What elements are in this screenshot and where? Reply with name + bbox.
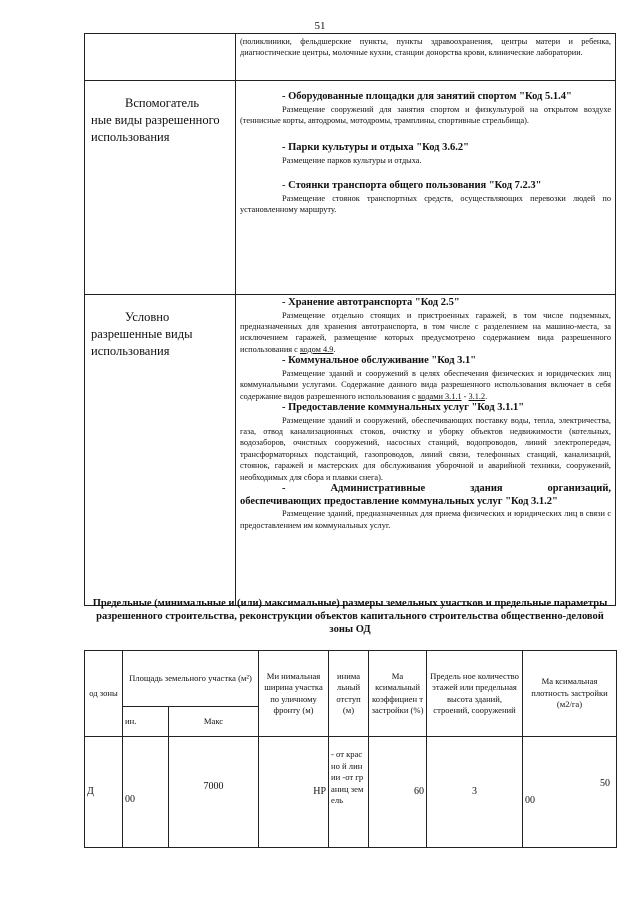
use-heading: - Коммунальное обслуживание "Код 3.1" bbox=[282, 355, 477, 367]
heading-text: Стоянки транспорта общего пользования "Код 7.2.3" bbox=[288, 180, 542, 192]
empty-category-cell bbox=[85, 34, 236, 81]
header-floors: Предель ное количество этажей или предельная высота зданий, строений, сооружений bbox=[427, 651, 523, 737]
auxiliary-category-cell bbox=[85, 81, 236, 295]
use-heading-rest: обеспечивающих предоставление коммунальных услуг "Код 3.1.2" bbox=[240, 495, 558, 507]
use-description: Размещение сооружений для занятия спортом и физкультурой на открытом воздухе (теннисные корты, автодромы, мотодромы, трамплины, спортивные стрельбища). bbox=[240, 104, 611, 125]
code-link[interactable]: 3.1.2 bbox=[468, 391, 486, 401]
header-min-width: Ми нимальная ширина участка по уличному фронту (м) bbox=[259, 651, 329, 737]
description-end: . bbox=[333, 344, 336, 354]
cell-floors: 3 bbox=[427, 737, 523, 848]
code-link[interactable]: кодом 4.9 bbox=[299, 344, 334, 354]
use-heading: - Парки культуры и отдыха "Код 3.6.2" bbox=[282, 142, 469, 154]
auxiliary-content bbox=[236, 81, 616, 295]
use-heading-line1: - Административные здания организаций, bbox=[282, 483, 611, 495]
auxiliary-label bbox=[85, 81, 235, 146]
density-bottom: 00 bbox=[525, 795, 536, 806]
use-description bbox=[240, 368, 611, 402]
use-description: Размещение парков культуры и отдыха. bbox=[282, 156, 422, 165]
use-description: Размещение зданий и сооружений, обеспечивающих поставку воды, тепла, электричества, газа, отвод канализационных стоков, очистку и уборку объектов недвижимости (котельных, водозаборов, очистных сооружений, насосных станций, водопроводов, линий электропередач, трансформаторных подстанций, газопроводов, линий связи, телефонных станций, канализаций, стоянок, гаражей и мастерских для обслуживания уборочной и аварийной техники, сооружений, необходимых для сбора и плавки снега). bbox=[240, 415, 611, 482]
table-row bbox=[85, 295, 616, 606]
section-title: Предельные (минимальные и (или) максимальные) размеры земельных участков и предельные параметры разрешенного строительства, реконструкции объектов капитального строительства общественно-деловой зоны ОД bbox=[92, 598, 608, 635]
header-area-max: Макс bbox=[169, 707, 259, 737]
header-coverage: Ма ксимальный коэффициен т застройки (%) bbox=[369, 651, 427, 737]
link-separator: - bbox=[461, 391, 469, 401]
use-heading bbox=[240, 180, 611, 193]
use-heading: - Хранение автотранспорта "Код 2.5" bbox=[282, 297, 460, 308]
density-top: 50 bbox=[600, 777, 611, 789]
code-link[interactable]: кодами 3.1.1 bbox=[417, 391, 462, 401]
description-text: Размещение отдельно стоящих и пристроенных гаражей, в том числе подземных, предназначенных для хранения автотранспорта, в том числе с разделением на машино-места, за исключением гаражей, размещение которых предусмотрено содержанием вида разрешенного использования с bbox=[240, 310, 611, 354]
heading-prefix: - bbox=[282, 180, 289, 192]
top-row-content bbox=[236, 34, 616, 81]
cell-coverage: 60 bbox=[369, 737, 427, 848]
table-row bbox=[85, 81, 616, 295]
use-heading: - Оборудованные площадки для занятий спортом "Код 5.1.4" bbox=[282, 91, 572, 102]
use-description: Размещение зданий, предназначенных для приема физических и юридических лиц в связи с предоставлением им коммунальных услуг. bbox=[240, 509, 611, 530]
cell-setback: - от красно й линии -от границ земель bbox=[329, 737, 369, 848]
header-setback: инима льный отступ (м) bbox=[329, 651, 369, 737]
table-row bbox=[85, 737, 617, 848]
conditional-category-cell bbox=[85, 295, 236, 606]
header-area-min: ин. bbox=[123, 707, 169, 737]
auxiliary-label-line1: Вспомогатель bbox=[125, 96, 200, 110]
header-zone-code: од зоны bbox=[85, 651, 123, 737]
land-use-table bbox=[84, 33, 616, 606]
conditional-label-line1: Условно bbox=[125, 310, 170, 324]
header-density: Ма ксимальная плотность застройки (м2/га) bbox=[523, 651, 617, 737]
table-row bbox=[85, 34, 616, 81]
table-header-row bbox=[85, 651, 617, 707]
description-text: Размещение зданий и сооружений в целях обеспечения физических и юридических лиц коммунальными услугами. Содержание данного вида разрешенного использования включает в себя содержание видов разрешенного использования с bbox=[240, 368, 611, 401]
top-row-text: (поликлиники, фельдшерские пункты, пункты здравоохранения, центры матери и ребенка, диагностические центры, молочные кухни, станции донорства крови, клинические лаборатории. bbox=[240, 37, 611, 58]
conditional-content bbox=[236, 295, 616, 606]
use-heading: - Предоставление коммунальных услуг "Код 3.1.1" bbox=[282, 402, 525, 414]
use-description bbox=[240, 310, 611, 356]
conditional-label-rest: разрешенные виды использования bbox=[91, 327, 193, 358]
cell-zone-code: Д bbox=[85, 737, 123, 848]
conditional-label bbox=[85, 295, 235, 360]
page-number: 51 bbox=[314, 20, 326, 32]
cell-density bbox=[523, 737, 617, 848]
header-area: Площадь земельного участка (м²) bbox=[123, 651, 259, 707]
parameters-table bbox=[84, 650, 617, 848]
description-end: . bbox=[485, 391, 488, 401]
cell-area-max: 7000 bbox=[169, 737, 259, 848]
cell-min-width: НР bbox=[259, 737, 329, 848]
use-description: Размещение стоянок транспортных средств, осуществляющих перевозки людей по установленному маршруту. bbox=[240, 194, 611, 215]
auxiliary-label-rest: ные виды разрешенного использования bbox=[91, 113, 220, 144]
cell-area-min: 00 bbox=[123, 737, 169, 848]
